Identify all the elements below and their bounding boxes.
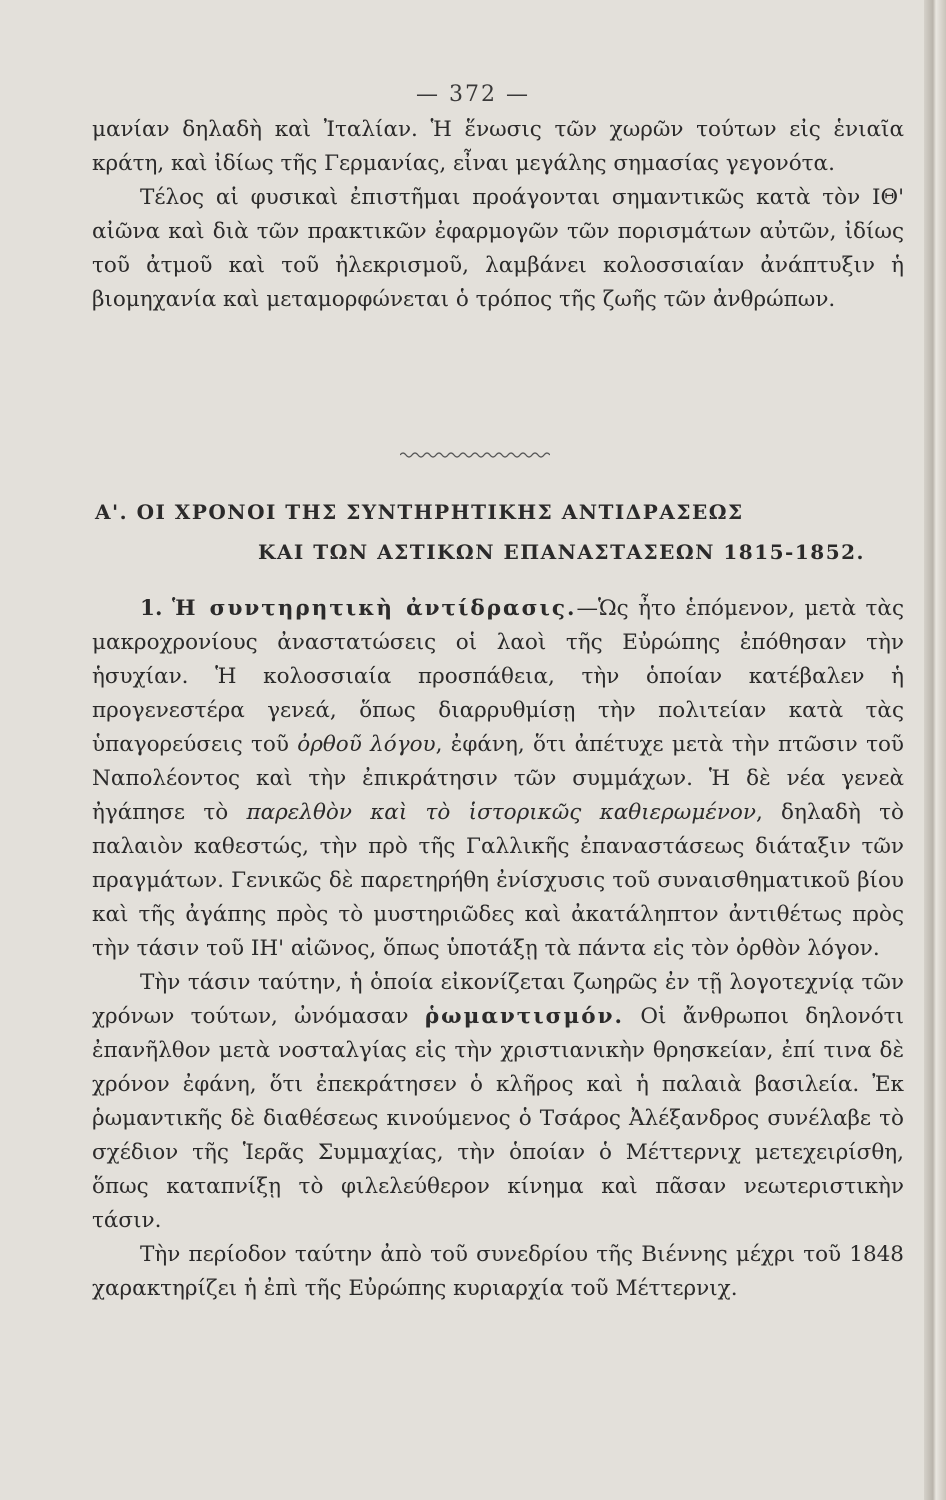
page-number: — 372 — xyxy=(416,82,530,107)
paragraph-natural-sciences: Τέλος αἱ φυσικαὶ ἐπιστῆμαι προάγονται σημαντικῶς κατὰ τὸν ΙΘ' αἰῶνα καὶ διὰ τῶν πρακτικῶν ἐφαρμογῶν τῶν πορισμάτων αὐτῶν, ἰδίως τοῦ ἀτμοῦ καὶ τοῦ ἠλεκρισμοῦ, λαμβάνει κολοσσιαίαν ἀνάπτυξιν ἡ βιομηχανία καὶ μεταμορφώνεται ὁ τρόπος τῆς ζωῆς τῶν ἀνθρώπων. xyxy=(92,185,904,312)
paragraph-metternich: Τὴν περίοδον ταύτην ἀπὸ τοῦ συνεδρίου τῆς Βιέννης μέχρι τοῦ 1848 χαρακτηρίζει ἡ ἐπὶ τῆς Εὐρώπης κυριαρχία τοῦ Μέττερνιχ. xyxy=(92,1242,904,1301)
romanticism-text-b: Οἱ ἄνθρωποι δηλονότι ἐπανῆλθον μετὰ νοσταλγίας εἰς τὴν χριστιανικὴν θρησκείαν, ἐπί τινα δὲ χρόνον ἐφάνη, ὅτι ἐπεκράτησεν ὁ κλῆρος καὶ ἡ παλαιὰ βασιλεία. Ἐκ ῥωμαντικῆς δὲ διαθέσεως κινούμενος ὁ Τσάρος Ἀλέξανδρος συνέλαβε τὸ σχέδιον τῆς Ἱερᾶς Συμμαχίας, τὴν ὁποίαν ὁ Μέττερνιχ μετεχειρίσθη, ὅπως καταπνίξῃ τὸ φιλελεύθερον κίνημα καὶ πᾶσαν νεωτεριστικὴν τάσιν. xyxy=(92,1004,904,1233)
chapter-heading-line-2: ΚΑΙ ΤΩΝ ΑΣΤΙΚΩΝ ΕΠΑΝΑΣΤΑΣΕΩΝ 1815-1852. xyxy=(258,540,865,564)
romanticism-text-a: Τὴν τάσιν ταύτην, ἡ ὁποία εἰκονίζεται ζωηρῶς ἐν τῇ λογοτεχνίᾳ τῶν χρόνων τούτων, ὠνόμασαν xyxy=(92,970,904,1029)
main-text-block xyxy=(92,592,904,1306)
paragraph-romanticism xyxy=(92,966,904,1238)
chapter-heading-line-1: Α'. ΟΙ ΧΡΟΝΟΙ ΤΗΣ ΣΥΝΤΗΡΗΤΙΚΗΣ ΑΝΤΙΔΡΑΣΕΩΣ xyxy=(95,500,744,524)
section-1-text-c: , δηλαδὴ τὸ παλαιὸν καθεστώς, τὴν πρὸ τῆς Γαλλικῆς ἐπαναστάσεως διάταξιν τῶν πραγμάτων. Γενικῶς δὲ παρετηρήθη ἐνίσχυσις τοῦ συναισθηματικοῦ βίου καὶ τῆς ἀγάπης πρὸς τὸ μυστηριῶδες καὶ ἀκατάληπτον ἀντιθέτως πρὸς τὴν τάσιν τοῦ ΙΗ' αἰῶνος, ὅπως ὑποτάξῃ τὰ πάντα εἰς τὸν ὀρθὸν λόγον. xyxy=(92,800,904,961)
wavy-divider xyxy=(400,450,550,460)
italic-phrase-parelthon: παρελθὸν καὶ τὸ ἱστορικῶς καθιερωμένον xyxy=(246,800,756,825)
paragraph-continuation: μανίαν δηλαδὴ καὶ Ἰταλίαν. Ἡ ἕνωσις τῶν χωρῶν τούτων εἰς ἑνιαῖα κράτη, καὶ ἰδίως τῆς Γερμανίας, εἶναι μεγάλης σημασίας γεγονότα. xyxy=(92,117,904,176)
section-1-text-b: , ἐφάνη, ὅτι ἀπέτυχε μετὰ τὴν πτῶσιν τοῦ Ναπολέοντος καὶ τὴν ἐπικράτησιν τῶν συμμάχων. Ἡ δὲ νέα γενεὰ ἠγάπησε τὸ xyxy=(92,732,904,825)
section-1-text-a: —Ὡς ἦτο ἑπόμενον, μετὰ τὰς μακροχρονίους ἀναστατώσεις οἱ λαοὶ τῆς Εὐρώπης ἐπόθησαν τὴν ἡσυχίαν. Ἡ κολοσσιαία προσπάθεια, τὴν ὁποίαν κατέβαλεν ἡ προγενεστέρα γενεά, ὅπως διαρρυθμίσῃ τὴν πολιτείαν κατὰ τὰς ὑπαγορεύσεις τοῦ xyxy=(92,596,904,757)
intro-text-block xyxy=(92,113,904,317)
section-number: 1. xyxy=(140,596,163,621)
term-romanticism: ῥωμαντισμόν. xyxy=(424,1004,624,1029)
section-title: Ἡ συντηρητικὴ ἀντίδρασις. xyxy=(171,596,577,621)
section-1-paragraph xyxy=(92,592,904,966)
italic-phrase-orthou-logou: ὀρθοῦ λόγου xyxy=(297,732,436,757)
page-edge xyxy=(924,0,946,1500)
